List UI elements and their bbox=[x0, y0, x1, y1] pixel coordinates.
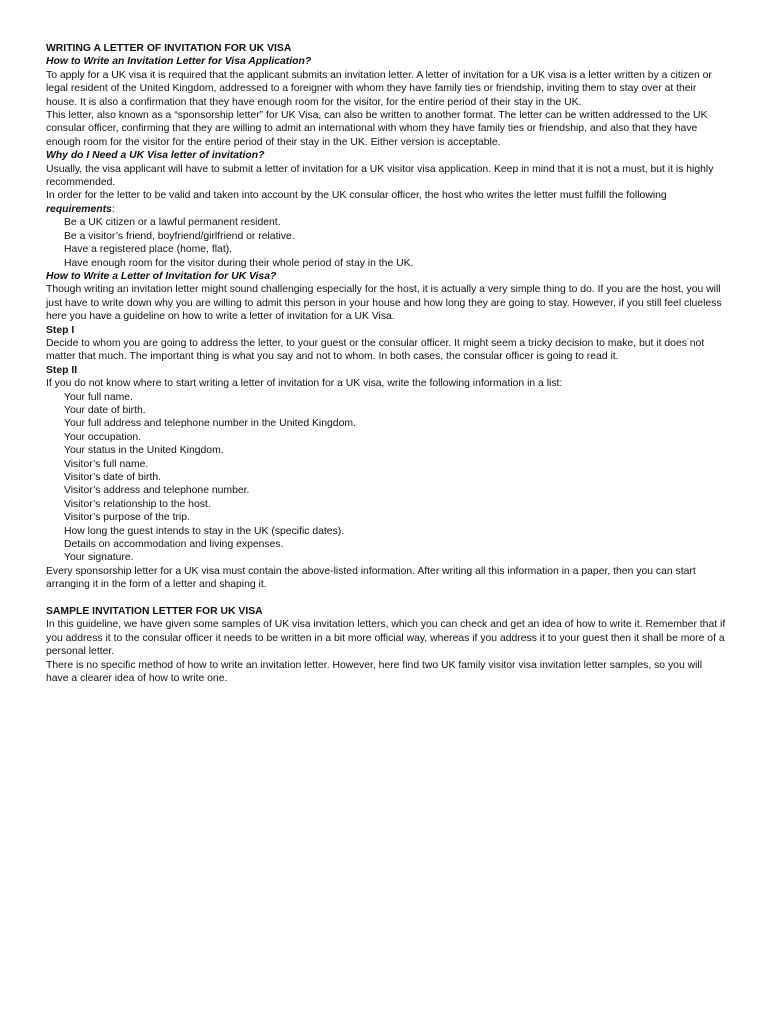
list-item: Your signature. bbox=[64, 552, 134, 564]
list-item: Details on accommodation and living expenses. bbox=[64, 539, 284, 551]
document-title: WRITING A LETTER OF INVITATION FOR UK VISA bbox=[46, 43, 292, 54]
heading-how-to-write-invitation: How to Write an Invitation Letter for Visa Application? bbox=[46, 56, 312, 68]
paragraph-guideline: In this guideline, we have given some samples of UK visa invitation letters, which you can check and get an idea of how to write it. Remember that if you address it to the consular officer it needs to be written in a bit more official way, whereas if you address it to your guest then it shall be more of a personal letter. bbox=[46, 619, 726, 658]
list-item: Your occupation. bbox=[64, 431, 142, 443]
requirements-list bbox=[46, 216, 726, 270]
heading-why-need-letter: Why do I Need a UK Visa letter of invitation? bbox=[46, 150, 265, 162]
paragraph-no-specific-method: There is no specific method of how to write an invitation letter. However, here find two UK family visitor visa invitation letter samples, so you will have a clearer idea of how to write one. bbox=[46, 659, 703, 685]
information-list bbox=[46, 391, 726, 565]
paragraph-every-sponsorship: Every sponsorship letter for a UK visa must contain the above-listed information. After writing all this information in a paper, then you can start arranging it in the form of a letter and shaping it. bbox=[46, 565, 696, 591]
requirements-label: requirements bbox=[46, 203, 112, 215]
paragraph-sponsorship-letter: This letter, also known as a “sponsorship letter” for UK Visa, can also be written to another format. The letter can be written addressed to the UK consular officer, confirming that they are willing to admit an international with whom they have family ties or friendship, and also that they have enough room for the visitor for the entire period of their stay in the UK. Either version is acceptable. bbox=[46, 110, 708, 148]
paragraph-intro: To apply for a UK visa it is required that the applicant submits an invitation letter. A letter of invitation for a UK visa is a letter written by a citizen or legal resident of the United Kingdom, addressed to a foreigner with whom they have family ties or friendship, inviting them to stay over at their house. It is also a confirmation that they have enough room for the visitor, for the entire period of their stay in the UK. bbox=[46, 69, 712, 108]
list-item: Visitor’s date of birth. bbox=[64, 472, 162, 483]
paragraph-requirements-intro bbox=[46, 189, 726, 216]
list-item: Visitor’s full name. bbox=[64, 458, 149, 470]
requirements-colon: : bbox=[111, 203, 115, 215]
list-item: How long the guest intends to stay in the UK (specific dates). bbox=[64, 525, 345, 537]
list-item: Your full address and telephone number in the United Kingdom. bbox=[64, 418, 356, 430]
paragraph-step-two: If you do not know where to start writing a letter of invitation for a UK visa, write the following information in a list: bbox=[46, 378, 563, 390]
list-item: Visitor’s purpose of the trip. bbox=[64, 512, 190, 524]
list-item: Your date of birth. bbox=[64, 404, 146, 416]
list-item: Have a registered place (home, flat). bbox=[64, 244, 233, 256]
paragraph-though-writing: Though writing an invitation letter might sound challenging especially for the host, it is actually a very simple thing to do. If you are the host, you will just have to write down why you are willing to admit this person in your house and how long they are going to stay. However, if you still feel clueless here you have a guideline on how to write a letter of invitation for a UK Visa. bbox=[46, 284, 722, 323]
heading-sample-letter: SAMPLE INVITATION LETTER FOR UK VISA bbox=[46, 606, 263, 618]
list-item: Be a visitor’s friend, boyfriend/girlfriend or relative. bbox=[64, 230, 295, 242]
list-item: Your status in the United Kingdom. bbox=[64, 445, 224, 457]
list-item: Your full name. bbox=[64, 391, 133, 403]
list-item: Have enough room for the visitor during their whole period of stay in the UK. bbox=[64, 257, 414, 269]
paragraph-step-one: Decide to whom you are going to address the letter, to your guest or the consular officer. It might seem a tricky decision to make, but it does not matter that much. The important thing is what you say and not to whom. In both cases, the consular officer is going to read it. bbox=[46, 337, 705, 363]
list-item: Be a UK citizen or a lawful permanent resident. bbox=[64, 217, 281, 229]
requirements-intro-text: In order for the letter to be valid and taken into account by the UK consular officer, the host who writes the letter must fulfill the following bbox=[46, 190, 667, 202]
document-page bbox=[46, 42, 726, 685]
paragraph-usually: Usually, the visa applicant will have to submit a letter of invitation for a UK visitor visa application. Keep in mind that it is not a must, but it is highly recommended. bbox=[46, 163, 714, 189]
spacer bbox=[46, 592, 726, 605]
list-item: Visitor’s address and telephone number. bbox=[64, 485, 250, 497]
step-two-heading: Step II bbox=[46, 364, 78, 376]
list-item: Visitor’s relationship to the host. bbox=[64, 498, 211, 510]
step-one-heading: Step I bbox=[46, 324, 75, 336]
heading-how-to-write-letter: How to Write a Letter of Invitation for UK Visa? bbox=[46, 270, 277, 282]
